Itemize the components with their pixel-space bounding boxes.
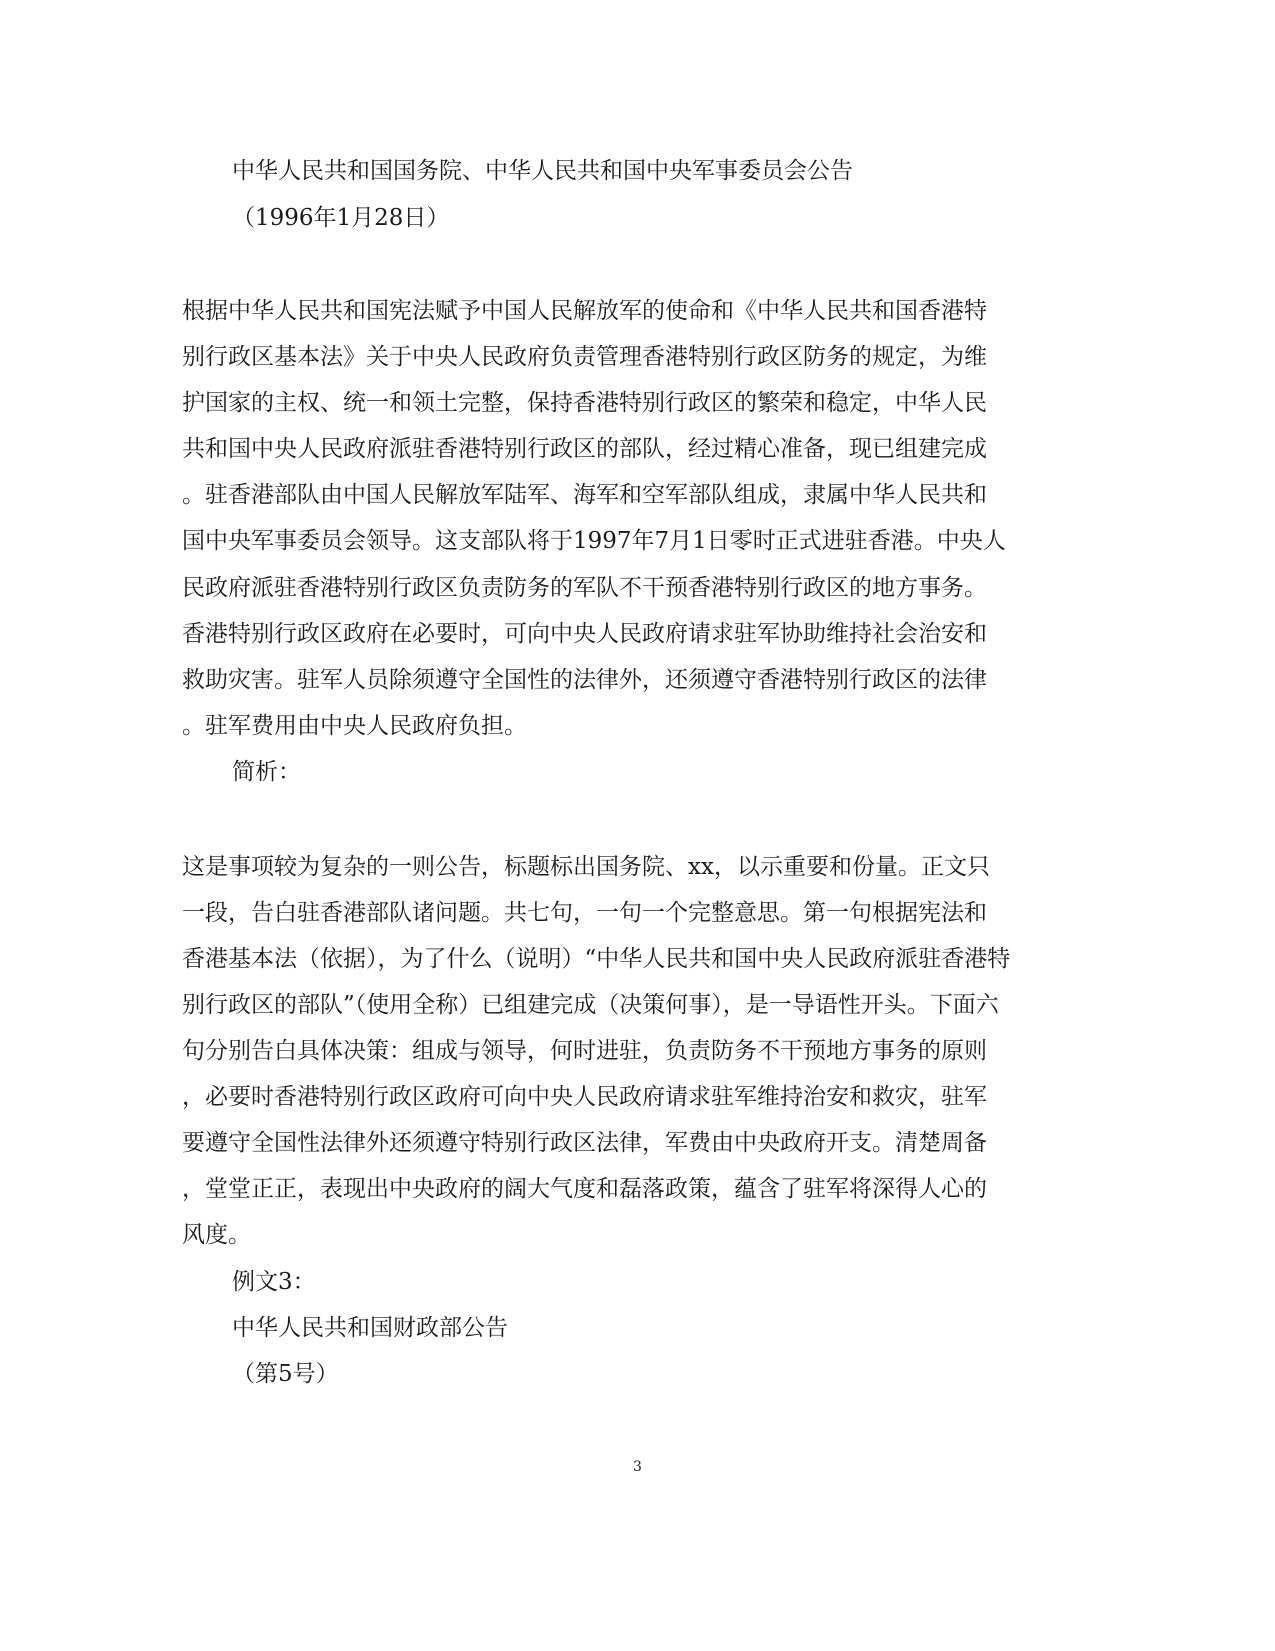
- notice-body-line: 。驻军费用由中央人民政府负担。: [182, 713, 527, 739]
- analysis-body-line: 句分别告白具体决策：组成与领导，何时进驻，负责防务不干预地方事务的原则: [182, 1038, 987, 1064]
- page-number: 3: [633, 1459, 642, 1475]
- notice-title: 中华人民共和国国务院、中华人民共和国中央军事委员会公告: [232, 158, 853, 184]
- notice-body-line: 共和国中央人民政府派驻香港特别行政区的部队，经过精心准备，现已组建完成: [182, 436, 987, 462]
- notice-body-line: 民政府派驻香港特别行政区负责防务的军队不干预香港特别行政区的地方事务。: [182, 575, 987, 601]
- analysis-body-line: 风度。: [182, 1222, 251, 1248]
- notice-body-line: 国中央军事委员会领导。这支部队将于1997年7月1日零时正式进驻香港。中央人: [182, 528, 1006, 554]
- analysis-heading: 简析：: [232, 759, 301, 785]
- analysis-body-line: 一段，告白驻香港部队诸问题。共七句，一句一个完整意思。第一句根据宪法和: [182, 900, 987, 926]
- example-title: 中华人民共和国财政部公告: [232, 1315, 508, 1341]
- notice-body-line: 救助灾害。驻军人员除须遵守全国性的法律外，还须遵守香港特别行政区的法律: [182, 667, 987, 693]
- analysis-body-line: 别行政区的部队”（使用全称）已组建完成（决策何事），是一导语性开头。下面六: [182, 992, 999, 1018]
- analysis-body-line: ，堂堂正正，表现出中央政府的阔大气度和磊落政策，蕴含了驻军将深得人心的: [182, 1176, 987, 1202]
- notice-body-line: 根据中华人民共和国宪法赋予中国人民解放军的使命和《中华人民共和国香港特: [182, 298, 987, 324]
- notice-body-line: 。驻香港部队由中国人民解放军陆军、海军和空军部队组成，隶属中华人民共和: [182, 482, 987, 508]
- example-number: （第5号）: [232, 1361, 339, 1387]
- analysis-body-line: 要遵守全国性法律外还须遵守特别行政区法律，军费由中央政府开支。清楚周备: [182, 1130, 987, 1156]
- notice-body-line: 香港特别行政区政府在必要时，可向中央人民政府请求驻军协助维持社会治安和: [182, 621, 987, 647]
- analysis-body-line: 香港基本法（依据），为了什么（说明）“中华人民共和国中央人民政府派驻香港特: [182, 946, 1011, 972]
- analysis-body-line: 这是事项较为复杂的一则公告，标题标出国务院、xx，以示重要和份量。正文只: [182, 854, 990, 880]
- analysis-body-line: ，必要时香港特别行政区政府可向中央人民政府请求驻军维持治安和救灾，驻军: [182, 1084, 987, 1110]
- example-label: 例文3：: [232, 1269, 316, 1295]
- notice-body-line: 别行政区基本法》关于中央人民政府负责管理香港特别行政区防务的规定，为维: [182, 344, 987, 370]
- notice-body-line: 护国家的主权、统一和领土完整，保持香港特别行政区的繁荣和稳定，中华人民: [182, 390, 987, 416]
- notice-date: （1996年1月28日）: [232, 205, 450, 231]
